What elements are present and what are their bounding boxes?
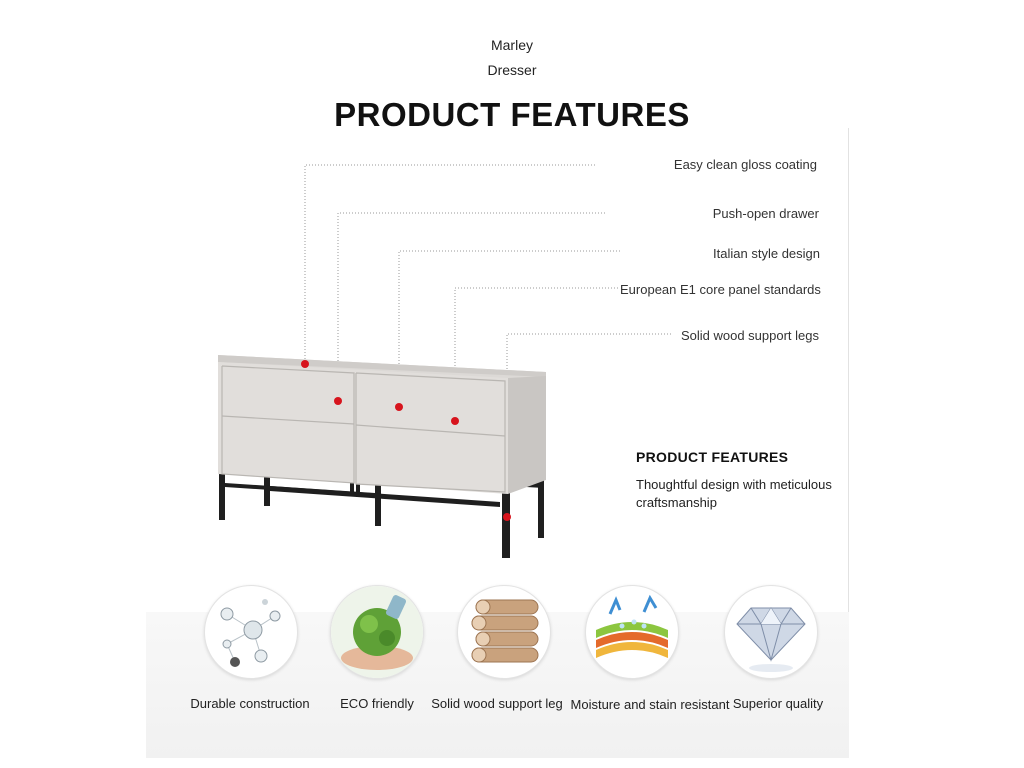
feature-label-wood: Solid wood support leg: [431, 696, 563, 711]
marker-gloss: [301, 360, 309, 368]
product-name-line1: Marley: [490, 37, 533, 53]
marker-panel: [451, 417, 459, 425]
page-title: PRODUCT FEATURES: [334, 96, 690, 133]
marker-drawer: [334, 397, 342, 405]
callout-label-panel: European E1 core panel standards: [620, 282, 821, 297]
layers-icon: [585, 585, 679, 679]
side-panel-heading: PRODUCT FEATURES: [636, 449, 789, 465]
feature-label-moisture: Moisture and stain resistant: [570, 697, 730, 712]
callout-label-drawer: Push-open drawer: [712, 206, 819, 221]
callout-label-legs: Solid wood support legs: [680, 328, 819, 343]
eco-globe-icon: [330, 585, 424, 679]
feature-label-eco: ECO friendly: [340, 696, 414, 711]
side-panel-description: Thoughtful design with meticulous craftsmanship: [636, 477, 832, 510]
feature-label-quality: Superior quality: [732, 696, 824, 711]
callout-label-design: Italian style design: [713, 246, 820, 261]
feature-label-durable: Durable construction: [190, 696, 310, 711]
molecule-icon: [204, 585, 298, 679]
callout-line-gloss: [305, 165, 597, 362]
callout-label-gloss: Easy clean gloss coating: [673, 157, 817, 172]
dresser-body: [218, 355, 546, 494]
marker-legs: [503, 513, 511, 521]
marker-design: [395, 403, 403, 411]
diamond-icon: [724, 585, 818, 679]
wood-logs-icon: [457, 585, 551, 679]
product-name-line2: Dresser: [487, 62, 537, 78]
